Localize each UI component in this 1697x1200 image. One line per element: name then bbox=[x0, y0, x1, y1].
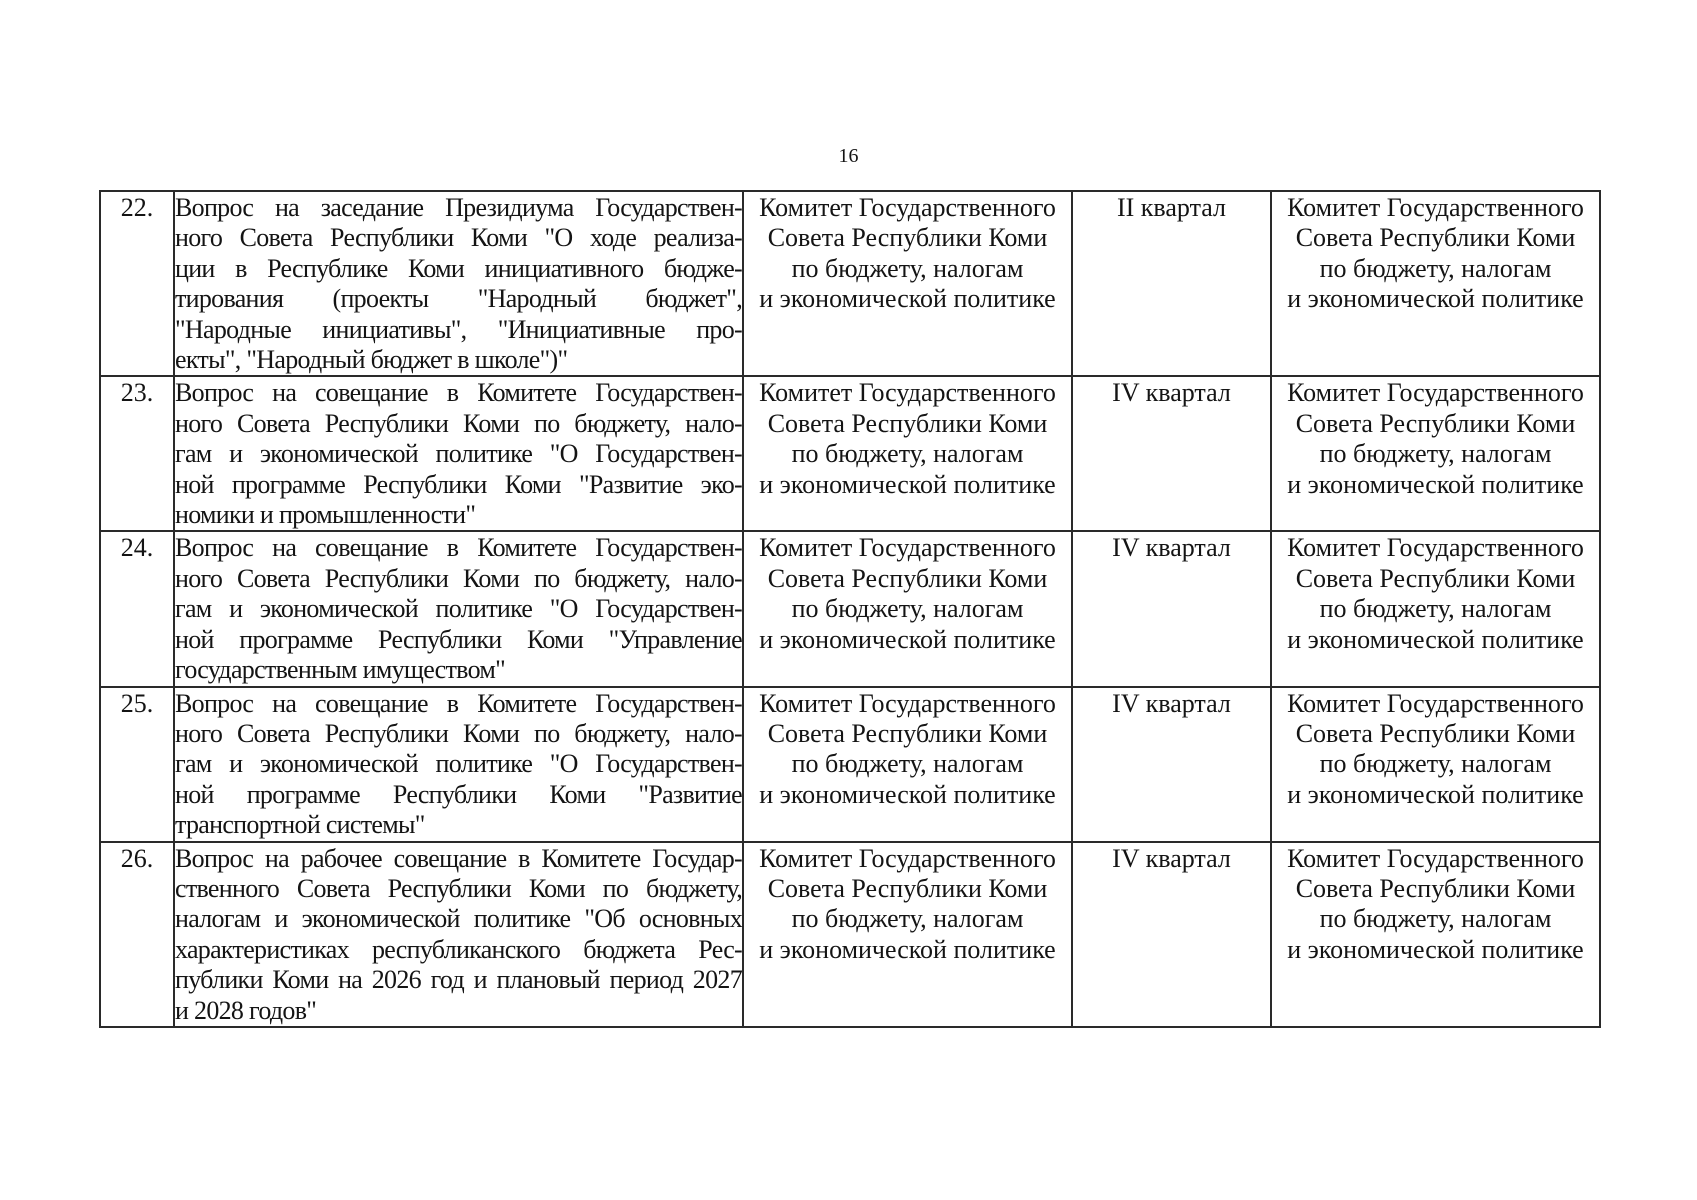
topic-line: Вопрос на совещание в Комитете Государствен- bbox=[175, 378, 742, 408]
row-number-cell bbox=[100, 531, 174, 686]
responsible-line: Комитет Государственного bbox=[759, 378, 1056, 408]
topic-line: ного Совета Республики Коми по бюджету, нало- bbox=[175, 563, 742, 593]
row-number: 23. bbox=[120, 378, 154, 408]
topic-cell bbox=[174, 531, 743, 686]
responsible-line: Совета Республики Коми bbox=[767, 408, 1048, 438]
executor-line: по бюджету, налогам bbox=[1319, 904, 1552, 934]
executor-cell bbox=[1271, 842, 1600, 1027]
period-cell bbox=[1072, 531, 1271, 686]
executor-line: Комитет Государственного bbox=[1287, 378, 1584, 408]
topic-line: гам и экономической политике "О Государствен- bbox=[175, 749, 742, 779]
topic-line: номики и промышленности" bbox=[175, 500, 476, 530]
topic-line: Вопрос на совещание в Комитете Государствен- bbox=[175, 688, 742, 718]
responsible-line: и экономической политике bbox=[759, 779, 1056, 809]
topic-cell bbox=[174, 191, 743, 376]
executor-line: и экономической политике bbox=[1287, 934, 1584, 964]
responsible-cell bbox=[743, 376, 1072, 531]
executor-line: и экономической политике bbox=[1287, 624, 1584, 654]
executor-line: по бюджету, налогам bbox=[1319, 749, 1552, 779]
responsible-cell bbox=[743, 842, 1072, 1027]
executor-line: Совета Республики Коми bbox=[1295, 408, 1576, 438]
topic-line: ного Совета Республики Коми по бюджету, нало- bbox=[175, 408, 742, 438]
executor-line: Комитет Государственного bbox=[1287, 193, 1584, 222]
executor-cell bbox=[1271, 531, 1600, 686]
row-number-cell bbox=[100, 687, 174, 842]
topic-line: екты", "Народный бюджет в школе")" bbox=[175, 345, 568, 375]
responsible-line: по бюджету, налогам bbox=[791, 594, 1024, 624]
row-number: 26. bbox=[120, 843, 154, 873]
responsible-cell bbox=[743, 687, 1072, 842]
table-row bbox=[100, 376, 1600, 531]
responsible-line: по бюджету, налогам bbox=[791, 253, 1024, 283]
period-cell bbox=[1072, 842, 1271, 1027]
topic-line: ственного Совета Республики Коми по бюджету, bbox=[175, 873, 742, 903]
responsible-line: и экономической политике bbox=[759, 624, 1056, 654]
topic-line: и 2028 годов" bbox=[175, 995, 317, 1025]
period: IV квартал bbox=[1112, 533, 1231, 563]
executor-cell bbox=[1271, 376, 1600, 531]
responsible-cell bbox=[743, 531, 1072, 686]
period-cell bbox=[1072, 687, 1271, 842]
executor-line: и экономической политике bbox=[1287, 284, 1584, 314]
executor-line: Комитет Государственного bbox=[1287, 688, 1584, 718]
topic-line: гам и экономической политике "О Государствен- bbox=[175, 439, 742, 469]
executor-line: и экономической политике bbox=[1287, 779, 1584, 809]
topic-line: Вопрос на рабочее совещание в Комитете Государ- bbox=[175, 843, 742, 873]
topic-line: налогам и экономической политике "Об основных bbox=[175, 904, 742, 934]
executor-line: по бюджету, налогам bbox=[1319, 439, 1552, 469]
row-number-cell bbox=[100, 376, 174, 531]
topic-line: транспортной системы" bbox=[175, 810, 425, 840]
table-row bbox=[100, 191, 1600, 376]
topic-line: Вопрос на заседание Президиума Государствен- bbox=[175, 193, 742, 222]
responsible-line: по бюджету, налогам bbox=[791, 904, 1024, 934]
responsible-line: Комитет Государственного bbox=[759, 688, 1056, 718]
table-row bbox=[100, 687, 1600, 842]
responsible-line: и экономической политике bbox=[759, 284, 1056, 314]
topic-line: ной программе Республики Коми "Развитие эко- bbox=[175, 469, 742, 499]
period: II квартал bbox=[1116, 193, 1226, 222]
executor-line: Совета Республики Коми bbox=[1295, 563, 1576, 593]
executor-cell bbox=[1271, 687, 1600, 842]
row-number-cell bbox=[100, 191, 174, 376]
topic-line: ного Совета Республики Коми по бюджету, нало- bbox=[175, 718, 742, 748]
topic-line: тирования (проекты "Народный бюджет", bbox=[175, 284, 742, 314]
topic-line: ного Совета Республики Коми "О ходе реализа- bbox=[175, 223, 742, 253]
responsible-line: Комитет Государственного bbox=[759, 533, 1056, 563]
row-number: 22. bbox=[120, 193, 154, 222]
period: IV квартал bbox=[1112, 688, 1231, 718]
topic-line: ной программе Республики Коми "Развитие bbox=[175, 779, 742, 809]
topic-cell bbox=[174, 842, 743, 1027]
executor-cell bbox=[1271, 191, 1600, 376]
responsible-line: по бюджету, налогам bbox=[791, 749, 1024, 779]
topic-line: публики Коми на 2026 год и плановый период 2027 bbox=[175, 965, 742, 995]
table-body bbox=[100, 191, 1600, 1027]
row-number: 25. bbox=[120, 688, 154, 718]
topic-cell bbox=[174, 687, 743, 842]
period: IV квартал bbox=[1112, 378, 1231, 408]
period-cell bbox=[1072, 191, 1271, 376]
responsible-line: Совета Республики Коми bbox=[767, 718, 1048, 748]
plan-table bbox=[99, 190, 1601, 1028]
topic-line: "Народные инициативы", "Инициативные про- bbox=[175, 314, 742, 344]
executor-line: Совета Республики Коми bbox=[1295, 873, 1576, 903]
row-number: 24. bbox=[120, 533, 154, 563]
responsible-line: Совета Республики Коми bbox=[767, 563, 1048, 593]
responsible-line: и экономической политике bbox=[759, 934, 1056, 964]
responsible-line: и экономической политике bbox=[759, 469, 1056, 499]
row-number-cell bbox=[100, 842, 174, 1027]
topic-line: гам и экономической политике "О Государствен- bbox=[175, 594, 742, 624]
topic-line: ции в Республике Коми инициативного бюдже- bbox=[175, 253, 742, 283]
table-row bbox=[100, 842, 1600, 1027]
responsible-line: Совета Республики Коми bbox=[767, 873, 1048, 903]
table-row bbox=[100, 531, 1600, 686]
executor-line: Совета Республики Коми bbox=[1295, 718, 1576, 748]
executor-line: Комитет Государственного bbox=[1287, 533, 1584, 563]
topic-line: государственным имуществом" bbox=[175, 655, 506, 685]
responsible-cell bbox=[743, 191, 1072, 376]
responsible-line: Комитет Государственного bbox=[759, 843, 1056, 873]
executor-line: по бюджету, налогам bbox=[1319, 594, 1552, 624]
topic-line: Вопрос на совещание в Комитете Государствен- bbox=[175, 533, 742, 563]
topic-line: ной программе Республики Коми "Управление bbox=[175, 624, 742, 654]
topic-cell bbox=[174, 376, 743, 531]
topic-line: характеристиках республиканского бюджета Рес- bbox=[175, 934, 742, 964]
responsible-line: Комитет Государственного bbox=[759, 193, 1056, 222]
responsible-line: Совета Республики Коми bbox=[767, 223, 1048, 253]
executor-line: Совета Республики Коми bbox=[1295, 223, 1576, 253]
executor-line: по бюджету, налогам bbox=[1319, 253, 1552, 283]
executor-line: и экономической политике bbox=[1287, 469, 1584, 499]
period-cell bbox=[1072, 376, 1271, 531]
page-number: 16 bbox=[838, 145, 859, 167]
executor-line: Комитет Государственного bbox=[1287, 843, 1584, 873]
responsible-line: по бюджету, налогам bbox=[791, 439, 1024, 469]
period: IV квартал bbox=[1112, 843, 1231, 873]
